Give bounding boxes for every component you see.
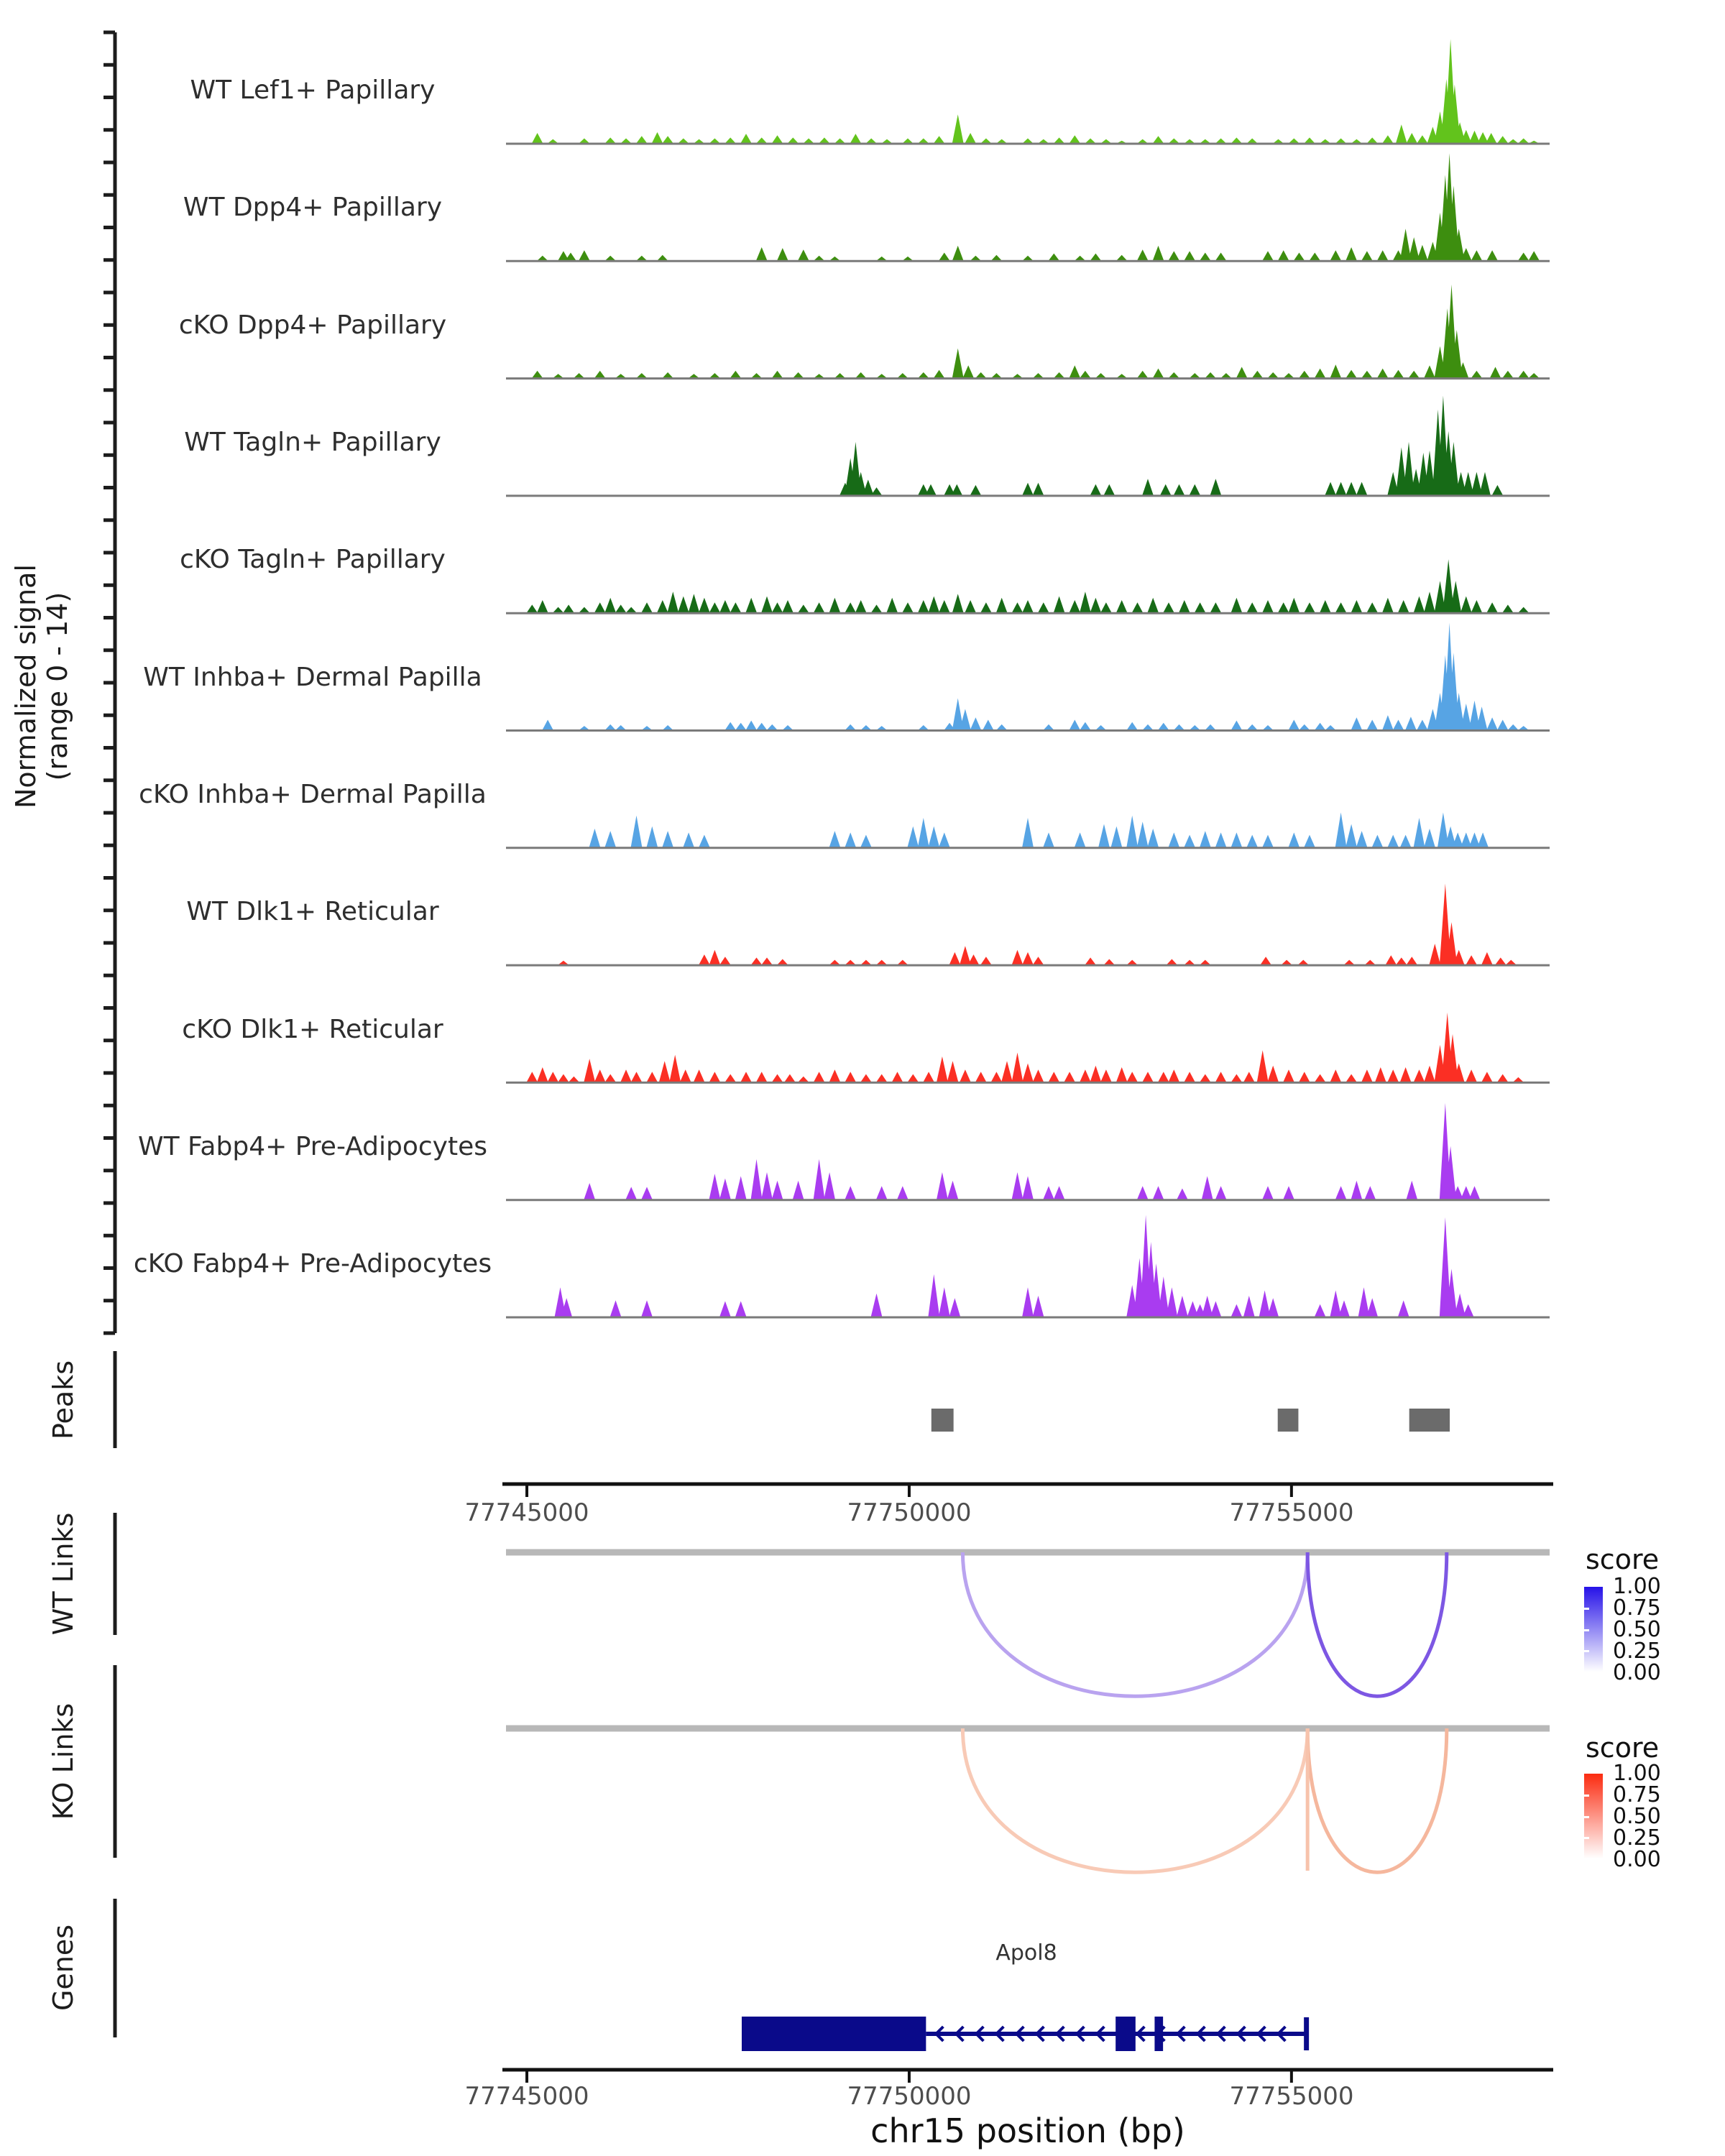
ko-links-legend-colorbar bbox=[1584, 1774, 1603, 1858]
ko-legend-label-050: 0.50 bbox=[1613, 1804, 1661, 1829]
section-label-ko-links: KO Links bbox=[47, 1703, 79, 1820]
wt-legend-label-000: 0.00 bbox=[1613, 1660, 1661, 1685]
signal-area-track-10 bbox=[506, 1215, 1550, 1318]
signal-area-track-1 bbox=[506, 153, 1550, 261]
wt-links-arc-1 bbox=[1307, 1552, 1447, 1696]
track-label-wt-tagln: WT Tagln+ Papillary bbox=[184, 428, 441, 457]
track-label-wt-fabp4: WT Fabp4+ Pre-Adipocytes bbox=[138, 1132, 487, 1161]
signal-area-track-8 bbox=[506, 1013, 1550, 1083]
gene-name-apol8: Apol8 bbox=[995, 1940, 1057, 1966]
x-axis-title: chr15 position (bp) bbox=[870, 2111, 1185, 2150]
signal-area-track-9 bbox=[506, 1103, 1550, 1200]
ko-legend-label-075: 0.75 bbox=[1613, 1782, 1661, 1807]
track-label-wt-lef1: WT Lef1+ Papillary bbox=[190, 75, 436, 105]
track-label-wt-inhba: WT Inhba+ Dermal Papilla bbox=[143, 663, 482, 692]
wt-links-legend-colorbar bbox=[1584, 1587, 1603, 1672]
track-label-cko-dpp4: cKO Dpp4+ Papillary bbox=[178, 310, 447, 340]
y-axis-title-line2: (range 0 - 14) bbox=[42, 591, 73, 781]
axis1-tick-77755000: 77755000 bbox=[1229, 1498, 1354, 1527]
gene-utr-box bbox=[742, 2017, 926, 2051]
section-label-peaks: Peaks bbox=[47, 1360, 79, 1440]
gene-end-bar bbox=[1304, 2017, 1309, 2050]
peak-box-0 bbox=[932, 1409, 954, 1432]
peak-box-2 bbox=[1409, 1409, 1450, 1432]
track-label-cko-dlk1: cKO Dlk1+ Reticular bbox=[182, 1015, 443, 1044]
track-label-wt-dlk1: WT Dlk1+ Reticular bbox=[186, 897, 439, 926]
wt-legend-label-100: 1.00 bbox=[1613, 1574, 1661, 1599]
signal-area-track-0 bbox=[506, 39, 1550, 144]
section-label-wt-links: WT Links bbox=[47, 1512, 79, 1636]
axis2-tick-77750000: 77750000 bbox=[847, 2082, 972, 2111]
signal-area-track-5 bbox=[506, 623, 1550, 731]
y-axis-title bbox=[10, 564, 73, 808]
wt-legend-label-050: 0.50 bbox=[1613, 1617, 1661, 1642]
track-label-wt-dpp4: WT Dpp4+ Papillary bbox=[183, 193, 443, 222]
signal-area-track-7 bbox=[506, 884, 1550, 966]
ko-legend-label-100: 1.00 bbox=[1613, 1761, 1661, 1786]
ko-legend-label-000: 0.00 bbox=[1613, 1847, 1661, 1872]
ko-legend-label-025: 0.25 bbox=[1613, 1825, 1661, 1851]
track-label-cko-fabp4: cKO Fabp4+ Pre-Adipocytes bbox=[133, 1249, 492, 1279]
axis1-tick-77745000: 77745000 bbox=[464, 1498, 589, 1527]
wt-legend-label-075: 0.75 bbox=[1613, 1595, 1661, 1621]
ko-links-legend-title: score bbox=[1586, 1732, 1660, 1764]
track-label-cko-tagln: cKO Tagln+ Papillary bbox=[180, 545, 446, 574]
y-axis-title-line1: Normalized signal bbox=[10, 564, 42, 808]
axis1-tick-77750000: 77750000 bbox=[847, 1498, 972, 1527]
signal-area-track-6 bbox=[506, 813, 1550, 848]
section-label-genes: Genes bbox=[47, 1924, 79, 2012]
signal-area-track-4 bbox=[506, 559, 1550, 613]
ko-links-arc-0 bbox=[962, 1728, 1307, 1872]
peak-box-1 bbox=[1278, 1409, 1299, 1432]
axis2-tick-77755000: 77755000 bbox=[1229, 2082, 1354, 2111]
ko-links-arc-1 bbox=[1307, 1728, 1447, 1872]
signal-area-track-3 bbox=[506, 396, 1550, 496]
axis2-tick-77745000: 77745000 bbox=[464, 2082, 589, 2111]
wt-legend-label-025: 0.25 bbox=[1613, 1639, 1661, 1664]
track-label-cko-inhba: cKO Inhba+ Dermal Papilla bbox=[139, 780, 487, 809]
wt-links-legend-title: score bbox=[1586, 1544, 1660, 1575]
signal-area-track-2 bbox=[506, 285, 1550, 379]
wt-links-arc-0 bbox=[962, 1552, 1307, 1696]
